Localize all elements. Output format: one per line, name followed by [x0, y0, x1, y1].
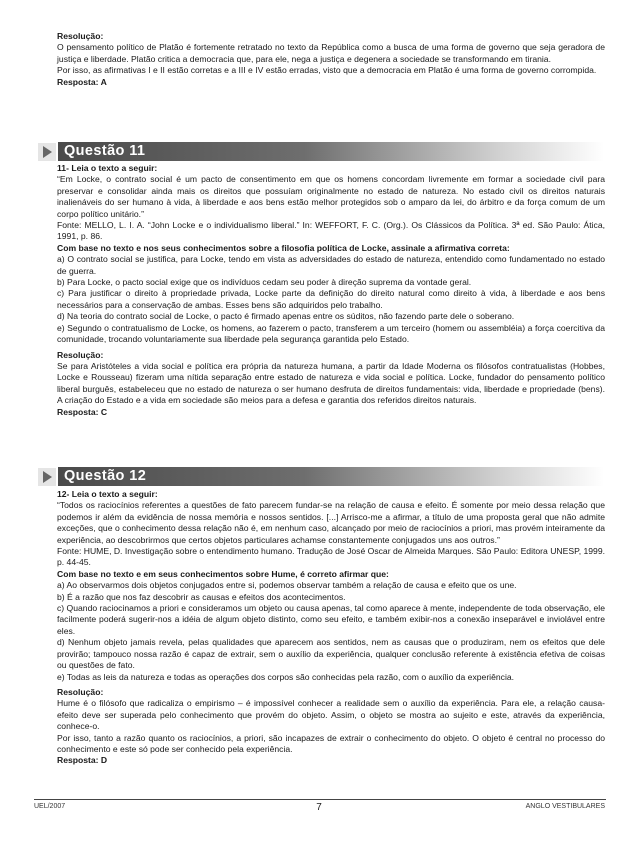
option-d: d) Nenhum objeto jamais revela, pelas qualidades que aparecem aos sentidos, nem as causas que o produziram, nem os efeitos que dele provirão; tampouco nossa razão é capaz de extrair, sem o auxílio da experiência, qualquer conclusão referente à existência efetiva de coisas ou questões de fato.: [57, 637, 605, 671]
answer-line: Resposta: A: [57, 76, 107, 87]
question-12-body: [57, 489, 605, 767]
question-prompt: Com base no texto e nos seus conhecimentos sobre a filosofia política de Locke, assinale a afirmativa correta:: [57, 242, 510, 253]
arrow-right-icon: [38, 143, 56, 161]
question-quote: “Todos os raciocínios referentes a questões de fato parecem fundar-se na relação de causa e efeito. É somente por meio dessa relação que podemos ir além da evidência de nossa memória e nossos sentidos. [...] Arrisco-me a afirmar, a título de uma proposta geral que não admite exceções, que o conhecimento dessa relação não é, em nenhum caso, alcançado por meio de raciocínios a priori, mas provém inteiramente da experiência, ao descobrirmos que certos objetos particulares achamse constantemente conjugados uns aos outros.”: [57, 500, 605, 545]
footer-rule: [34, 799, 606, 800]
question-lead: 12- Leia o texto a seguir:: [57, 489, 158, 499]
option-c: c) Quando raciocinamos a priori e consideramos um objeto ou causa apenas, tal como aparece à mente, independente de toda observação, ele facilmente poderá sugerir-nos a idéia de algum objeto distinto, como seu efeito, e também exibir-nos a conexão inseparável e inviolável entre eles.: [57, 603, 605, 636]
footer-publisher: ANGLO VESTIBULARES: [525, 803, 605, 810]
arrow-right-icon: [38, 468, 56, 486]
question-lead: 11- Leia o texto a seguir:: [57, 163, 158, 173]
resolution-paragraph: O pensamento político de Platão é fortemente retratado no texto da República como a busca de uma forma de governo que seja geradora de justiça e liberdade. Platão critica a democracia que, para ele, nega a justiça e degenera a sociedade se transformando em tirania.: [57, 42, 605, 64]
option-e: e) Segundo o contratualismo de Locke, os homens, ao fazerem o pacto, transferem a um terceiro (homem ou assembléia) a força coercitiva da comunidade, trocando voluntariamente sua liberdade pela segurança garantida pelo Estado.: [57, 322, 605, 345]
answer-line: Resposta: D: [57, 755, 108, 766]
resolution-previous: [57, 31, 605, 88]
question-prompt: Com base no texto e em seus conhecimentos sobre Hume, é correto afirmar que:: [57, 568, 389, 579]
answer-line: Resposta: C: [57, 406, 108, 417]
question-quote: “Em Locke, o contrato social é um pacto de consentimento em que os homens concordam livremente em formar a sociedade civil para preservar e consolidar ainda mais os direitos que possuíam originalmente no estado de natureza. No estado civil os direitos naturais inalienáveis do ser humano à vida, à liberdade e aos bens estão melhor protegidos sob o amparo da lei, do árbitro e da força comum de um corpo político unitário.”: [57, 174, 605, 219]
option-b: b) É a razão que nos faz descobrir as causas e efeitos dos acontecimentos.: [57, 591, 346, 602]
resolution-paragraph: Hume é o filósofo que radicaliza o empirismo – é impossível conhecer a realidade sem o auxílio da experiência. Para ele, a relação causa-efeito deve ser superada pelo conhecimento que provém do objeto. Assim, o objeto se mostra ao sujeito e este, através da experiência, conhece-o.: [57, 698, 605, 732]
resolution-heading: Resolução:: [57, 31, 104, 41]
option-a: a) Ao observarmos dois objetos conjugados entre si, podemos observar também a relação de causa e efeito que os une.: [57, 580, 517, 591]
resolution-heading: Resolução:: [57, 349, 104, 360]
resolution-paragraph: Por isso, as afirmativas I e II estão corretas e a III e IV estão erradas, visto que a democracia em Platão é uma forma de governo corrompida.: [57, 65, 597, 76]
question-12-header: [38, 467, 604, 486]
option-a: a) O contrato social se justifica, para Locke, tendo em vista as adversidades do estado de natureza, entendido como fundamentado no estado de guerra.: [57, 254, 605, 276]
option-c: c) Para justificar o direito à propriedade privada, Locke parte da definição do direito natural como direito à vida, à liberdade e aos bens necessários para a conservação de ambas. Esses bens são adquiridos pelo trabalho.: [57, 288, 605, 310]
footer-exam: UEL/2007: [34, 803, 66, 810]
resolution-heading: Resolução:: [57, 686, 104, 697]
option-e: e) Todas as leis da natureza e todas as operações dos corpos são conhecidas pela razão, com o auxílio da experiência.: [57, 671, 515, 682]
question-title: Questão 11: [64, 143, 146, 159]
question-11-body: [57, 163, 605, 418]
option-d: d) Na teoria do contrato social de Locke, o pacto é firmado apenas entre os súditos, não fazendo parte dele o soberano.: [57, 311, 515, 322]
option-b: b) Para Locke, o pacto social exige que os indivíduos cedam seu poder à direção suprema da vontade geral.: [57, 277, 472, 288]
question-source: Fonte: HUME, D. Investigação sobre o entendimento humano. Tradução de José Oscar de Almeida Marques. São Paulo: Editora UNESP, 1999. p. 44-45.: [57, 546, 605, 568]
question-11-header: [38, 142, 604, 161]
question-title: Questão 12: [64, 468, 147, 484]
page-number: 7: [316, 802, 322, 813]
question-source: Fonte: MELLO, L. I. A. “John Locke e o individualismo liberal.” In: WEFFORT, F. C. (Org.). Os Clássicos da Política. 3ª ed. São Paulo: Ática, 1991, p. 86.: [57, 220, 605, 242]
resolution-paragraph: Se para Aristóteles a vida social e política era própria da natureza humana, a partir da Idade Moderna os filósofos contratualistas (Hobbes, Locke e Rousseau) fizeram uma nítida separação entre estado de natureza e vida social e política. Locke, fundador do pensamento político liberal burguês, estabeleceu que no estado de natureza o ser humano desfruta de direitos fundamentais: vida, liberdade e propriedade (bens). A criação do Estado e a vida em sociedade são meios para a defesa e garantia dos referidos direitos naturais.: [57, 360, 605, 406]
resolution-paragraph: Por isso, tanto a razão quanto os raciocínios, a priori, são incapazes de extrair o conhecimento do objeto. O objeto é central no processo do conhecimento e este só pode ser conhecido pela experiência.: [57, 732, 605, 754]
